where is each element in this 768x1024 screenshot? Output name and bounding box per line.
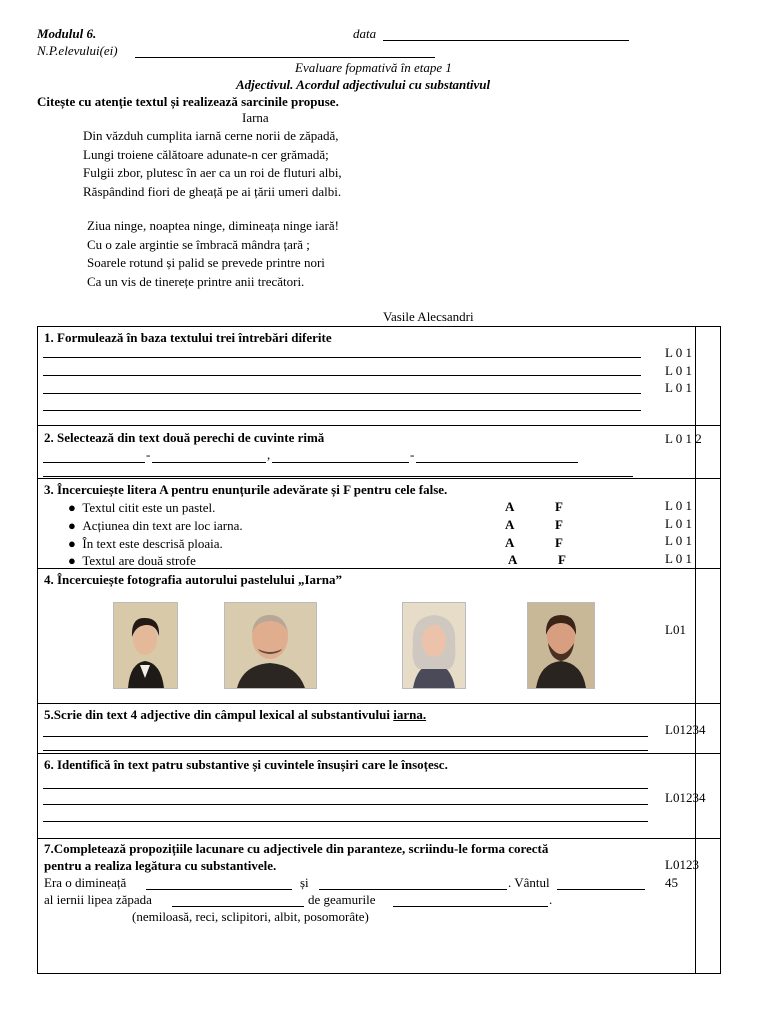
score-line: L0123 xyxy=(665,857,699,872)
task-6-score xyxy=(665,789,705,807)
student-label: N.P.elevului(ei) xyxy=(37,43,118,58)
blank-field[interactable] xyxy=(557,889,645,890)
column-divider xyxy=(695,327,696,425)
task-4-score xyxy=(665,621,686,639)
task-3-title: 3. Încercuiește litera A pentru enunțurile adevărate și F pentru cele false. xyxy=(44,482,448,497)
poem-stanza-1 xyxy=(83,127,342,201)
statement-item: ● În text este descrisă ploaia. xyxy=(68,536,223,551)
score-line: L01234 xyxy=(665,790,706,805)
score-line: 45 xyxy=(665,874,678,890)
sentence-fragment: Era o dimineață xyxy=(44,875,127,890)
task-6 xyxy=(37,753,721,839)
statement-text: În text este descrisă ploaia. xyxy=(82,536,223,551)
author-portrait-4[interactable] xyxy=(527,602,595,689)
poem-line: Din văzduh cumplita iarnă cerne norii de zăpadă, xyxy=(83,128,339,143)
answer-f[interactable]: F xyxy=(555,535,563,550)
task-5-title xyxy=(44,707,426,723)
task-7-title-line-2: pentru a realiza legătura cu substantivele. xyxy=(44,858,277,873)
answer-line[interactable] xyxy=(43,804,648,805)
task-7-score xyxy=(665,856,699,891)
statement-text: Textul are două strofe xyxy=(82,553,196,568)
answer-line[interactable] xyxy=(43,750,648,751)
answer-a[interactable]: A xyxy=(505,535,515,550)
module-label: Modulul 6. xyxy=(37,26,97,41)
sentence-fragment: al iernii lipea zăpada xyxy=(44,892,152,907)
answer-line[interactable] xyxy=(43,375,641,376)
sentence-fragment: . Vântul xyxy=(508,875,550,890)
poem-line: Soarele rotund și palid se prevede printre nori xyxy=(87,255,325,270)
task-3-score xyxy=(665,497,692,567)
answer-line[interactable] xyxy=(43,476,633,477)
score-line: L01234 xyxy=(665,722,706,737)
author-portrait-2[interactable] xyxy=(224,602,317,689)
answer-line[interactable] xyxy=(43,357,641,358)
sentence-fragment: de geamurile xyxy=(308,892,376,907)
task-1-score xyxy=(665,344,692,397)
rhyme-field[interactable] xyxy=(272,462,409,463)
task-2 xyxy=(37,425,721,479)
poem-title: Iarna xyxy=(242,110,269,125)
blank-field[interactable] xyxy=(393,906,548,907)
task-3 xyxy=(37,478,721,569)
answer-a[interactable]: A xyxy=(508,552,518,567)
statement-item: ● Textul citit este un pastel. xyxy=(68,500,216,515)
date-field[interactable] xyxy=(383,40,629,41)
answer-f[interactable]: F xyxy=(555,499,563,514)
answer-f[interactable]: F xyxy=(555,517,563,532)
poem-line: Lungi troiene călătoare adunate-n cer grămadă; xyxy=(83,146,329,162)
task-4 xyxy=(37,568,721,704)
dash: - xyxy=(146,447,151,462)
score-line: L 0 1 xyxy=(665,550,692,566)
score-line: L 0 1 xyxy=(665,380,692,395)
author-portrait-1[interactable] xyxy=(113,602,178,689)
dash: - xyxy=(410,447,415,462)
score-line: L 0 1 xyxy=(665,533,692,548)
poem-line: Ca un vis de tinerețe printre anii trecători. xyxy=(87,273,305,289)
task-2-score xyxy=(665,430,702,448)
poem-line: Răspândind fiori de gheață pe ai țării umeri dalbi. xyxy=(83,183,342,199)
answer-line[interactable] xyxy=(43,821,648,822)
task-5-title-keyword: iarna. xyxy=(393,707,427,722)
task-1 xyxy=(37,326,721,426)
answer-a[interactable]: A xyxy=(505,499,515,514)
poem-line: Fulgii zbor, plutesc în aer ca un roi de fluturi albi, xyxy=(83,165,342,180)
sentence-fragment: și xyxy=(300,875,309,890)
task-5-score xyxy=(665,721,705,739)
blank-field[interactable] xyxy=(146,889,292,890)
statement-text: Textul citit este un pastel. xyxy=(82,500,216,515)
author-portrait-3[interactable] xyxy=(402,602,466,689)
score-line: L 0 1 2 xyxy=(665,431,702,446)
answer-line[interactable] xyxy=(43,736,648,737)
task-6-title: 6. Identifică în text patru substantive și cuvintele însușiri care le însoțesc. xyxy=(44,757,448,772)
blank-field[interactable] xyxy=(319,889,507,890)
statement-item: ● Textul are două strofe xyxy=(68,553,196,568)
task-7 xyxy=(37,838,721,974)
poem-line: Ziua ninge, noaptea ninge, dimineața ninge iară! xyxy=(87,218,339,233)
answer-f[interactable]: F xyxy=(558,552,566,567)
task-1-title: 1. Formulează în baza textului trei întrebări diferite xyxy=(44,330,332,345)
answer-line[interactable] xyxy=(43,410,641,411)
comma: , xyxy=(267,447,271,462)
student-name-field[interactable] xyxy=(135,57,435,58)
column-divider xyxy=(695,569,696,703)
date-label: data xyxy=(353,26,377,41)
statement-item: ● Acțiunea din text are loc iarna. xyxy=(68,518,243,533)
blank-field[interactable] xyxy=(172,906,304,907)
answer-line[interactable] xyxy=(43,788,648,789)
task-2-title: 2. Selectează din text două perechi de cuvinte rimă xyxy=(44,430,325,445)
poem-stanza-2 xyxy=(87,217,339,291)
column-divider xyxy=(695,479,696,568)
task-5-title-text: 5.Scrie din text 4 adjective din câmpul lexical al substantivului xyxy=(44,707,394,722)
answer-line[interactable] xyxy=(43,393,641,394)
task-7-title-line-1: 7.Completează propozițiile lacunare cu adjectivele din paranteze, scriindu-le forma corectă xyxy=(44,841,549,856)
task-4-title: 4. Încercuiește fotografia autorului pastelului „Iarna” xyxy=(44,572,343,587)
score-line: L 0 1 xyxy=(665,498,692,513)
score-line: L 0 1 xyxy=(665,345,692,360)
instruction: Citește cu atenție textul și realizează sarcinile propuse. xyxy=(37,94,339,109)
poem-author: Vasile Alecsandri xyxy=(383,309,474,324)
score-line: L 0 1 xyxy=(665,515,692,531)
score-line: L 0 1 xyxy=(665,362,692,378)
evaluation-subtitle: Evaluare fopmativă în etape 1 xyxy=(295,60,452,75)
poem-line: Cu o zale argintie se îmbracă mândra țară ; xyxy=(87,236,310,252)
rhyme-field[interactable] xyxy=(416,462,578,463)
topic-title: Adjectivul. Acordul adjectivului cu substantivul xyxy=(236,77,491,92)
sentence-fragment: . xyxy=(549,892,553,907)
score-line: L01 xyxy=(665,622,686,637)
answer-a[interactable]: A xyxy=(505,517,515,532)
rhyme-field[interactable] xyxy=(43,462,145,463)
task-5 xyxy=(37,703,721,754)
statement-text: Acțiunea din text are loc iarna. xyxy=(82,518,243,533)
rhyme-field[interactable] xyxy=(152,462,266,463)
adjective-hint: (nemiloasă, reci, sclipitori, albit, posomorâte) xyxy=(132,909,369,924)
